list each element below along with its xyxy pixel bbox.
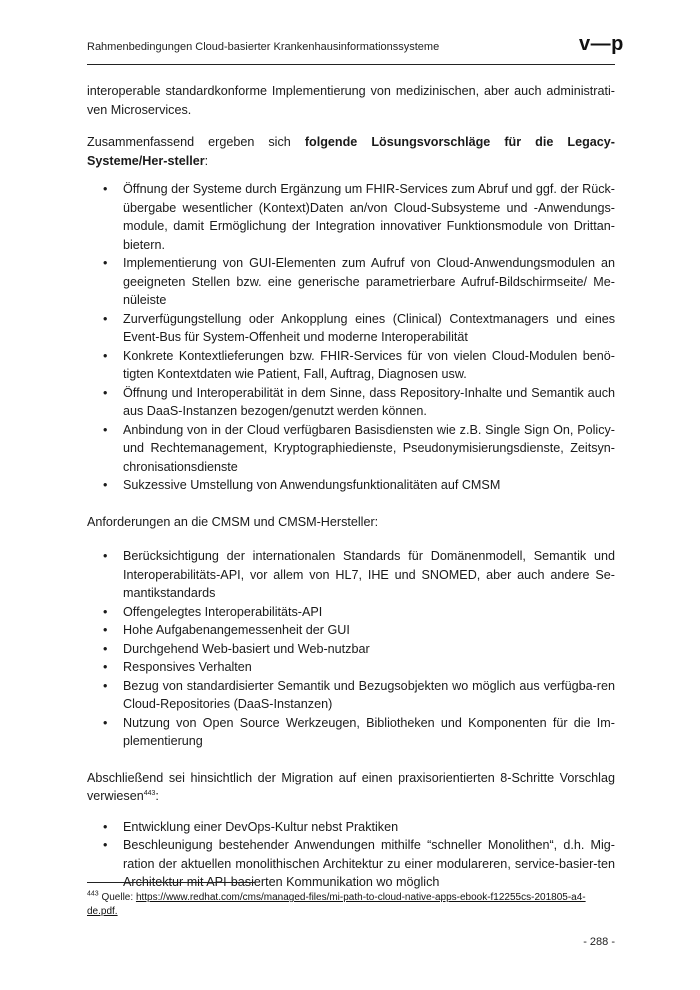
migration-colon: : [155, 789, 159, 803]
list-item: • Öffnung und Interoperabilität in dem Sinne, dass Repository-Inhalte und Semantik auch aus DaaS-Instanzen bezogen/genutzt werden können. [87, 384, 615, 421]
intro-paragraph: interoperable standardkonforme Implementierung von medizinischen, aber auch administrati-ven Microservices. [87, 84, 615, 117]
list-item: • Entwicklung einer DevOps-Kultur nebst Praktiken [87, 818, 615, 837]
summary-lead: Zusammenfassend ergeben sich [87, 135, 305, 149]
legacy-solutions-list [87, 180, 615, 495]
list-item: • Sukzessive Umstellung von Anwendungsfunktionalitäten auf CMSM [87, 476, 615, 495]
summary-colon: : [204, 153, 209, 168]
page-number: - 288 - [583, 936, 615, 948]
footnote-number: 443 [87, 890, 99, 898]
cmsm-requirements-list [87, 547, 615, 751]
publisher-logo: v—p [579, 33, 624, 55]
list-item: • Implementierung von GUI-Elementen zum Aufruf von Cloud-Anwendungsmodulen an geeigneten Stellen bzw. eine generische parametrierbare Aufruf-Bildschirmseite/ Me-nüleiste [87, 254, 615, 310]
list-item: • Responsives Verhalten [87, 658, 615, 677]
list-item: • Öffnung der Systeme durch Ergänzung um FHIR-Services zum Abruf und ggf. der Rück-übergabe wesentlicher (Kontext)Daten an/von Cloud-Subsysteme und -Anwendungs-module, damit Ermöglichung der Integration innovativer Funktionsmodule von Drittan-bietern. [87, 180, 615, 254]
summary-emphasis: folgende Lösungsvorschläge für die Legacy-Systeme/Her-steller [87, 135, 615, 168]
migration-steps-list [87, 818, 615, 892]
list-item: • Zurverfügungstellung oder Ankopplung eines (Clinical) Contextmanagers und eines Event-Bus für System-Offenheit und moderne Interoperabilität [87, 310, 615, 347]
footnote-divider [87, 882, 255, 883]
list-item: • Anbindung von in der Cloud verfügbaren Basisdiensten wie z.B. Single Sign On, Policy- und Rechtemanagement, Kryptographiedienste, Pseudonymisierungsdienste, Zeitsyn-chronisationsdienste [87, 421, 615, 477]
footnote-reference[interactable]: 443 [143, 789, 156, 797]
list-item: • Berücksichtigung der internationalen Standards für Domänenmodell, Semantik und Interoperabilitäts-API, vor allem von HL7, IHE und SNOMED, aber auch andere Se-mantikstandards [87, 547, 615, 603]
migration-text: Abschließend sei hinsichtlich der Migration auf einen praxisorientierten 8-Schritte Vorschlag verwiesen [87, 770, 615, 803]
header-divider [87, 64, 615, 65]
list-item: • Beschleunigung bestehender Anwendungen mithilfe “schneller Monolithen“, d.h. Mig-ration der aktuellen monolithischen Architektur zu einer modulareren, service-basier-ten Architektur mit API-basierten Kommunikation wo möglich [87, 836, 615, 892]
running-header-title: Rahmenbedingungen Cloud-basierter Krankenhausinformationssysteme [87, 41, 440, 53]
list-item: • Konkrete Kontextlieferungen bzw. FHIR-Services für von vielen Cloud-Modulen benö-tigten Kontextdaten wie Patient, Fall, Auftrag, Diagnosen usw. [87, 347, 615, 384]
cmsm-requirements-heading: Anforderungen an die CMSM und CMSM-Hersteller: [87, 514, 379, 529]
migration-paragraph [87, 769, 615, 806]
summary-paragraph [87, 133, 615, 170]
footnote-label: Quelle: [98, 892, 136, 903]
list-item: • Offengelegtes Interoperabilitäts-API [87, 603, 615, 622]
list-item: • Durchgehend Web-basiert und Web-nutzbar [87, 640, 615, 659]
list-item: • Nutzung von Open Source Werkzeugen, Bibliotheken und Komponenten für die Im-plementierung [87, 714, 615, 751]
footnote-source-link[interactable]: https://www.redhat.com/cms/managed-files/mi-path-to-cloud-native-apps-ebook-f12255cs-201805-a4-de.pdf. [87, 892, 586, 917]
footnote [87, 891, 615, 919]
page-body [87, 82, 615, 892]
list-item: • Bezug von standardisierter Semantik und Bezugsobjekten wo möglich aus verfügba-ren Cloud-Repositories (DaaS-Instanzen) [87, 677, 615, 714]
list-item: • Hohe Aufgabenangemessenheit der GUI [87, 621, 615, 640]
